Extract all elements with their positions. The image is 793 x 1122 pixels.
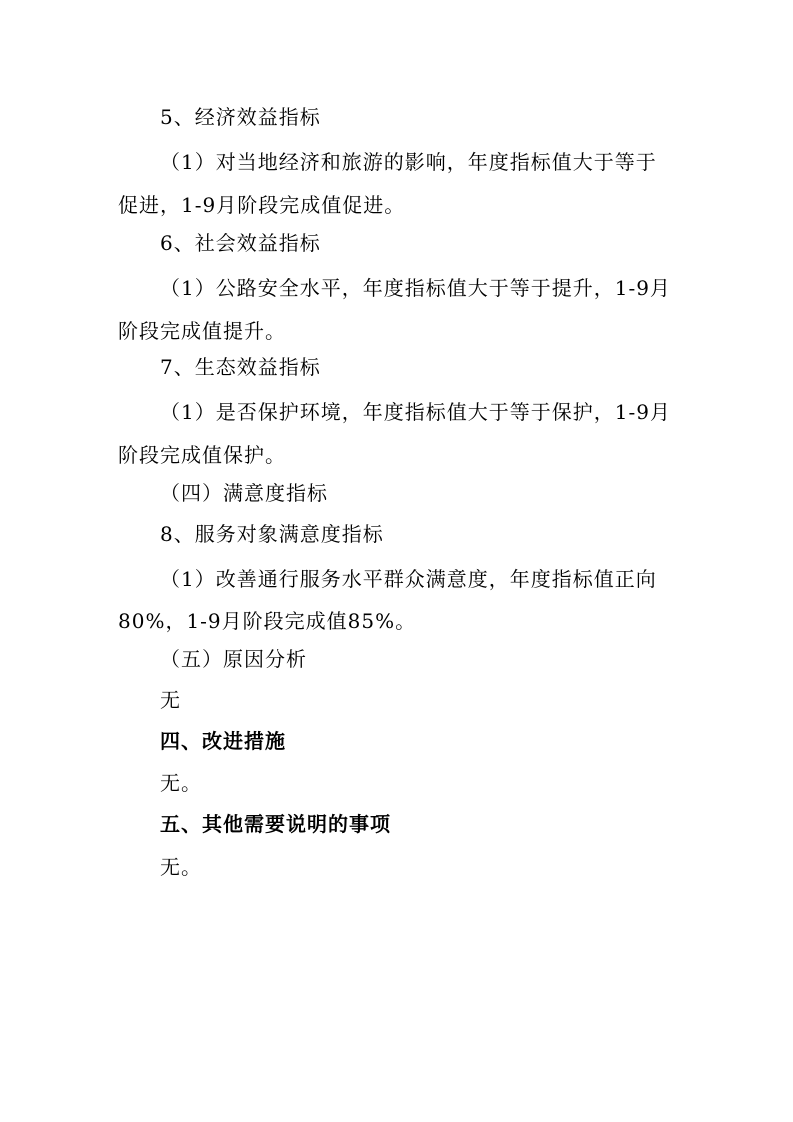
- other-matters-heading: 五、其他需要说明的事项: [160, 812, 391, 836]
- economic-item-1-line-2: 促进，1-9月阶段完成值促进。: [118, 193, 406, 217]
- service-satisfaction-heading: 8、服务对象满意度指标: [160, 522, 384, 546]
- cause-analysis-text: 无: [160, 688, 181, 712]
- other-matters-text: 无。: [160, 855, 202, 879]
- satisfaction-section-heading: （四）满意度指标: [160, 481, 328, 505]
- ecological-item-1-line-1: （1）是否保护环境，年度指标值大于等于保护，1-9月: [160, 400, 671, 424]
- improvement-measures-text: 无。: [160, 771, 202, 795]
- satisfaction-item-1-line-2: 80%，1-9月阶段完成值85%。: [118, 609, 417, 633]
- satisfaction-item-1-line-1: （1）改善通行服务水平群众满意度，年度指标值正向: [160, 567, 657, 591]
- ecological-item-1-line-2: 阶段完成值保护。: [118, 443, 286, 467]
- improvement-measures-heading: 四、改进措施: [160, 729, 286, 753]
- social-item-1-line-1: （1）公路安全水平，年度指标值大于等于提升，1-9月: [160, 276, 671, 300]
- social-item-1-line-2: 阶段完成值提升。: [118, 319, 286, 343]
- cause-analysis-heading: （五）原因分析: [160, 647, 307, 671]
- economic-item-1-line-1: （1）对当地经济和旅游的影响，年度指标值大于等于: [160, 150, 657, 174]
- social-benefit-heading: 6、社会效益指标: [160, 231, 321, 255]
- ecological-benefit-heading: 7、生态效益指标: [160, 355, 321, 379]
- economic-benefit-heading: 5、经济效益指标: [160, 105, 321, 129]
